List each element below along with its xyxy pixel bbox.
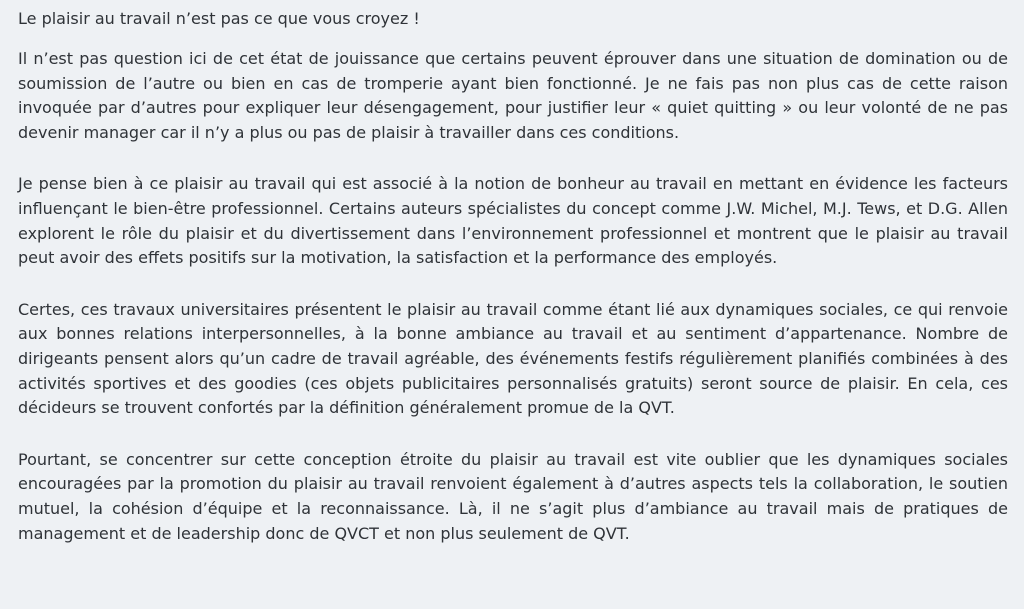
paragraph-3: Certes, ces travaux universitaires présentent le plaisir au travail comme étant lié aux dynamiques sociales, ce qui renvoie aux bonnes relations interpersonnelles, à la bonne ambiance au travail et au sentiment d’appartenance. Nombre de dirigeants pensent alors qu’un cadre de travail agréable, des événements festifs régulièrement planifiés combinées à des activités sportives et des goodies (ces objets publicitaires personnalisés gratuits) seront source de plaisir. En cela, ces décideurs se trouvent confortés par la définition généralement promue de la QVT. xyxy=(18,299,1008,418)
paragraph-4: Pourtant, se concentrer sur cette conception étroite du plaisir au travail est vite oublier que les dynamiques sociales encouragées par la promotion du plaisir au travail renvoient également à d’autres aspects tels la collaboration, le soutien mutuel, la cohésion d’équipe et la reconnaissance. Là, il ne s’agit plus d’ambiance au travail mais de pratiques de management et de leadership donc de QVCT et non plus seulement de QVT. xyxy=(18,449,1008,543)
paragraph-2: Je pense bien à ce plaisir au travail qui est associé à la notion de bonheur au travail en mettant en évidence les facteurs influençant le bien-être professionnel. Certains auteurs spécialistes du concept comme J.W. Michel, M.J. Tews, et D.G. Allen explorent le rôle du plaisir et du divertissement dans l’environnement professionnel et montrent que le plaisir au travail peut avoir des effets positifs sur la motivation, la satisfaction et la performance des employés. xyxy=(18,174,1008,268)
paragraph-1: Il n’est pas question ici de cet état de jouissance que certains peuvent éprouver dans une situation de domination ou de soumission de l’autre ou bien en cas de tromperie ayant bien fonctionné. Je ne fais pas non plus cas de cette raison invoquée par d’autres pour expliquer leur désengagement, pour justifier leur « quiet quitting » ou leur volonté de ne pas devenir manager car il n’y a plus ou pas de plaisir à travailler dans ces conditions. xyxy=(18,49,1008,142)
article-title: Le plaisir au travail n’est pas ce que vous croyez ! xyxy=(18,9,420,28)
